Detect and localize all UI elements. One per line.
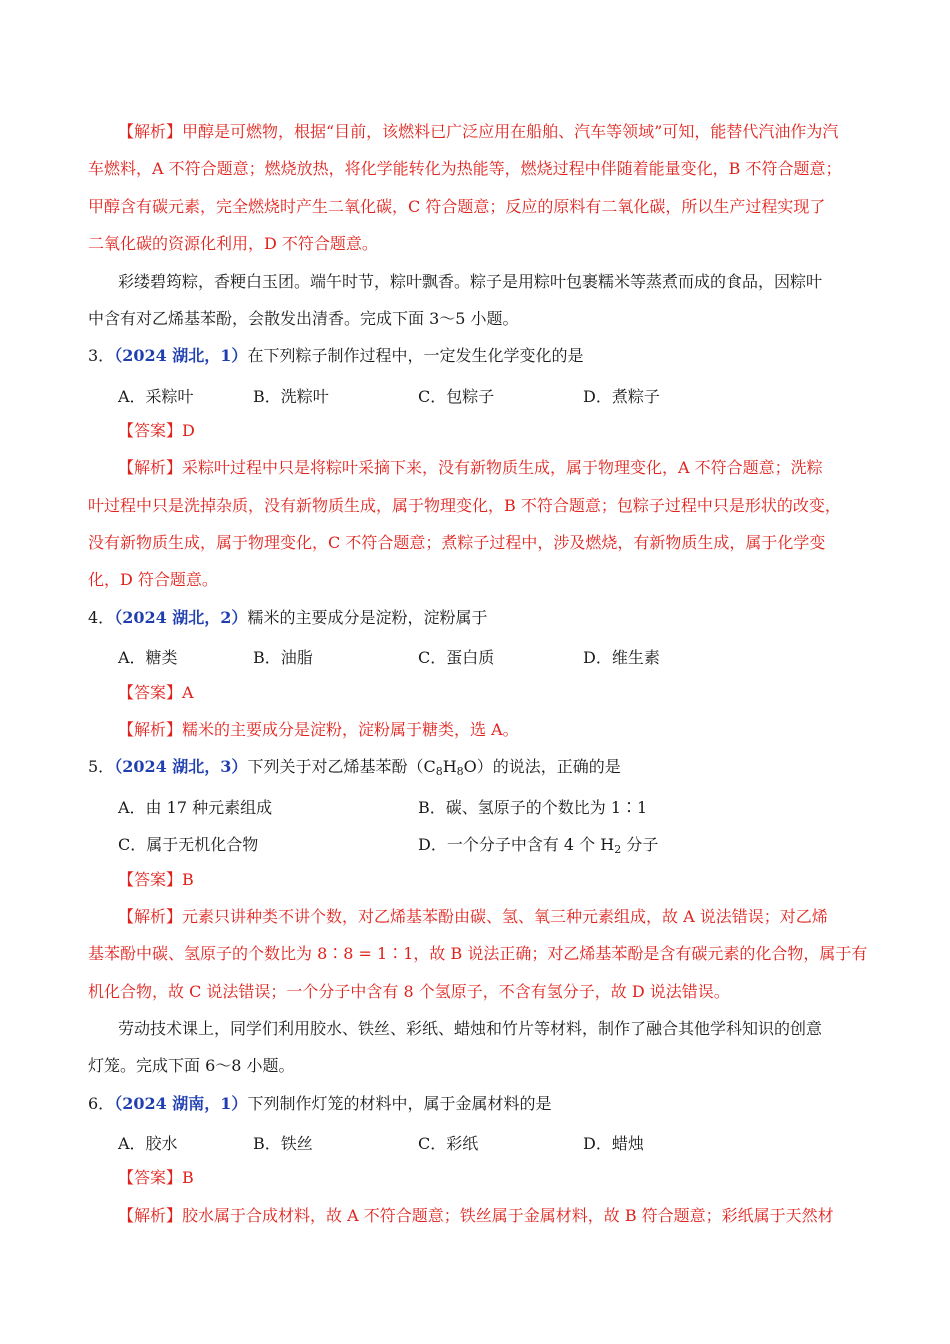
passage1-line-2: 中含有对乙烯基苯酚，会散发出清香。完成下面 3～5 小题。 — [88, 309, 519, 328]
q2-analysis-line-3: 甲醇含有碳元素，完全燃烧时产生二氧化碳，C 符合题意；反应的原料有二氧化碳，所以生产过程实现了 — [88, 197, 826, 216]
q4-analysis-line-1: 【解析】糯米的主要成分是淀粉，淀粉属于糖类，选 A。 — [118, 720, 519, 739]
q2-analysis-line-1: 【解析】甲醇是可燃物，根据“目前，该燃料已广泛应用在船舶、汽车等领域”可知，能替代汽油作为汽 — [118, 122, 839, 141]
q2-analysis-line-2: 车燃料，A 不符合题意；燃烧放热，将化学能转化为热能等，燃烧过程中伴随着能量变化，B 不符合题意； — [88, 159, 842, 178]
question-text: 糯米的主要成分是淀粉，淀粉属于 — [247, 608, 488, 627]
question-4-stem — [88, 608, 487, 628]
q3-option-c: C．包粽子 — [418, 387, 495, 406]
q3-analysis-line-2: 叶过程中只是洗掉杂质，没有新物质生成，属于物理变化，B 不符合题意；包粽子过程中只是形状的改变， — [88, 496, 841, 515]
q5-option-b: B．碳、氢原子的个数比为 1∶1 — [418, 798, 648, 817]
q4-option-a: A．糖类 — [118, 648, 178, 667]
q3-answer: 【答案】D — [118, 421, 195, 440]
q6-option-b: B．铁丝 — [253, 1134, 313, 1153]
q3-option-b: B．洗粽叶 — [253, 387, 329, 406]
q5-option-a: A．由 17 种元素组成 — [118, 798, 273, 817]
question-number: 5． — [88, 757, 115, 776]
q6-answer: 【答案】B — [118, 1168, 194, 1187]
option-text-pre: D．一个分子中含有 4 个 H — [418, 835, 615, 854]
q5-analysis-line-3: 机化合物，故 C 说法错误；一个分子中含有 8 个氢原子，不含有氢分子，故 D 说法错误。 — [88, 982, 730, 1001]
q4-option-d: D．维生素 — [583, 648, 660, 667]
q5-analysis-line-1: 【解析】元素只讲种类不讲个数，对乙烯基苯酚由碳、氢、氧三种元素组成，故 A 说法错误；对乙烯 — [118, 907, 828, 926]
question-number: 6． — [88, 1094, 115, 1113]
formula-element: H — [442, 757, 457, 776]
formula-subscript: 2 — [614, 843, 622, 856]
question-source-tag: （2024 湖北，3） — [114, 757, 248, 776]
question-source-tag: （2024 湖南，1） — [114, 1094, 248, 1113]
q6-analysis-line-1: 【解析】胶水属于合成材料，故 A 不符合题意；铁丝属于金属材料，故 B 符合题意；彩纸属于天然材 — [118, 1206, 834, 1225]
question-source-tag: （2024 湖北，1） — [114, 346, 248, 365]
question-6-stem — [88, 1094, 551, 1114]
q3-option-d: D．煮粽子 — [583, 387, 660, 406]
passage2-line-2: 灯笼。完成下面 6～8 小题。 — [88, 1056, 295, 1075]
formula-subscript: 8 — [456, 765, 464, 778]
question-text: 下列制作灯笼的材料中，属于金属材料的是 — [247, 1094, 552, 1113]
q2-analysis-line-4: 二氧化碳的资源化利用，D 不符合题意。 — [88, 234, 378, 253]
question-number: 4． — [88, 608, 115, 627]
q5-answer: 【答案】B — [118, 870, 194, 889]
question-text: 在下列粽子制作过程中，一定发生化学变化的是 — [247, 346, 584, 365]
q3-analysis-line-4: 化，D 符合题意。 — [88, 570, 218, 589]
passage2-line-1: 劳动技术课上，同学们利用胶水、铁丝、彩纸、蜡烛和竹片等材料，制作了融合其他学科知识的创意 — [118, 1019, 823, 1038]
question-source-tag: （2024 湖北，2） — [114, 608, 248, 627]
question-text-post: O）的说法，正确的是 — [463, 757, 621, 776]
question-text-pre: 下列关于对乙烯基苯酚（C — [247, 757, 436, 776]
q6-option-c: C．彩纸 — [418, 1134, 479, 1153]
option-text-post: 分子 — [621, 835, 659, 854]
q5-analysis-line-2: 基苯酚中碳、氢原子的个数比为 8∶8 = 1∶1，故 B 说法正确；对乙烯基苯酚是含有碳元素的化合物，属于有 — [88, 944, 868, 963]
formula-subscript: 8 — [435, 765, 443, 778]
question-5-stem — [88, 757, 621, 777]
q5-option-c: C．属于无机化合物 — [118, 835, 259, 854]
q4-answer: 【答案】A — [118, 683, 194, 702]
q4-option-c: C．蛋白质 — [418, 648, 495, 667]
q5-option-d — [418, 832, 658, 855]
question-3-stem — [88, 346, 583, 366]
q6-option-a: A．胶水 — [118, 1134, 178, 1153]
q3-analysis-line-3: 没有新物质生成，属于物理变化，C 不符合题意；煮粽子过程中，涉及燃烧，有新物质生成，属于化学变 — [88, 533, 826, 552]
q3-option-a: A．采粽叶 — [118, 387, 194, 406]
passage1-line-1: 彩缕碧筠粽，香粳白玉团。端午时节，粽叶飘香。粽子是用粽叶包裹糯米等蒸煮而成的食品，因粽叶 — [118, 272, 823, 291]
q4-option-b: B．油脂 — [253, 648, 313, 667]
q3-analysis-line-1: 【解析】采粽叶过程中只是将粽叶采摘下来，没有新物质生成，属于物理变化，A 不符合题意；洗粽 — [118, 458, 823, 477]
q6-option-d: D．蜡烛 — [583, 1134, 644, 1153]
question-number: 3． — [88, 346, 115, 365]
